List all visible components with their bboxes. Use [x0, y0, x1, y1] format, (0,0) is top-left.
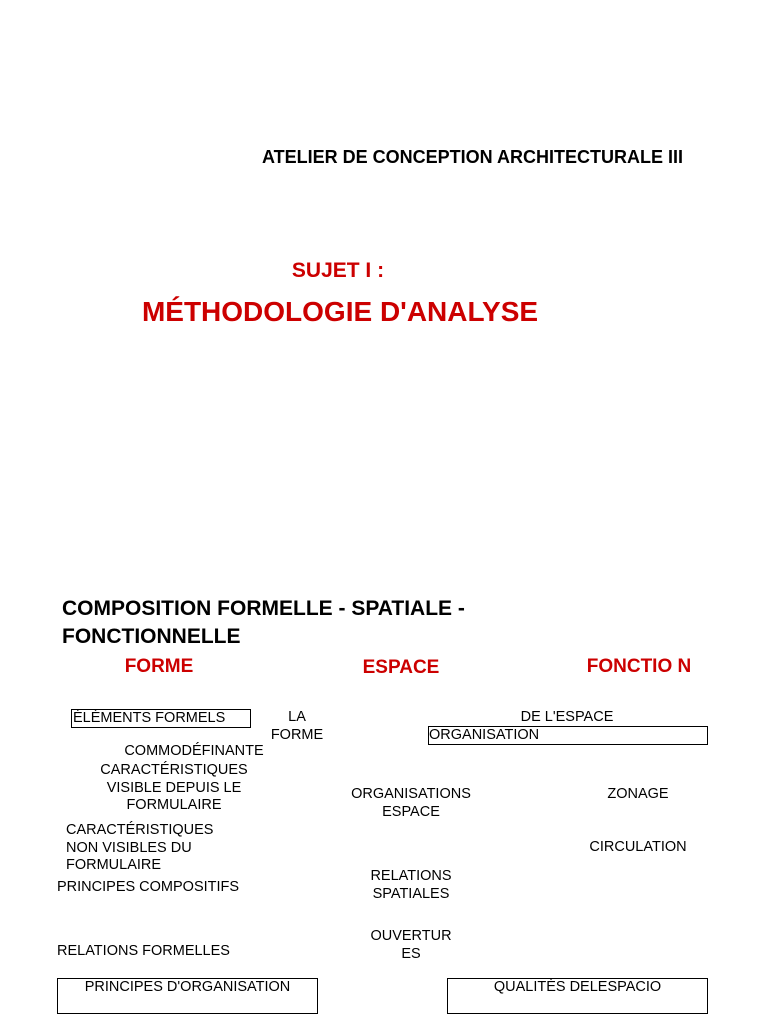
- commodefinante-label: COMMODÉFINANTE: [124, 743, 264, 759]
- subject-label: SUJET I :: [291, 259, 385, 282]
- composition-title: COMPOSITION FORMELLE - SPATIALE - FONCTIONNELLE: [62, 597, 465, 648]
- column-espace-heading: ESPACE: [362, 657, 440, 678]
- subject-title: MÉTHODOLOGIE D'ANALYSE: [141, 296, 539, 327]
- principes-organisation-box: PRINCIPES D'ORGANISATION: [57, 978, 318, 1014]
- relations-spatiales-label: RELATIONS SPATIALES: [370, 868, 452, 902]
- column-forme-heading: FORME: [124, 656, 194, 677]
- caracteristiques-visibles-label: CARACTÉRISTIQUES VISIBLE DEPUIS LE FORMULAIRE: [100, 762, 248, 813]
- caracteristiques-non-visibles-label: CARACTÉRISTIQUES NON VISIBLES DU FORMULAIRE: [66, 822, 214, 873]
- la-forme-label: LA FORME: [270, 709, 324, 743]
- principes-compositifs-label: PRINCIPES COMPOSITIFS: [57, 879, 240, 895]
- course-title: ATELIER DE CONCEPTION ARCHITECTURALE III: [261, 147, 683, 167]
- zonage-label: ZONAGE: [607, 786, 669, 802]
- relations-formelles-label: RELATIONS FORMELLES: [57, 943, 230, 959]
- qualites-espace-box: QUALITÉS DELESPACIO: [447, 978, 708, 1014]
- column-fonction-heading: FONCTIO N: [586, 656, 692, 677]
- ouvertures-label: OUVERTUR ES: [370, 928, 452, 962]
- organisations-espace-label: ORGANISATIONS ESPACE: [351, 786, 471, 820]
- elements-formels-box: ÉLÉMENTS FORMELS: [71, 709, 251, 728]
- organisation-box: ORGANISATION: [428, 726, 708, 745]
- de-l-espace-label: DE L'ESPACE: [520, 709, 614, 725]
- circulation-label: CIRCULATION: [589, 839, 687, 855]
